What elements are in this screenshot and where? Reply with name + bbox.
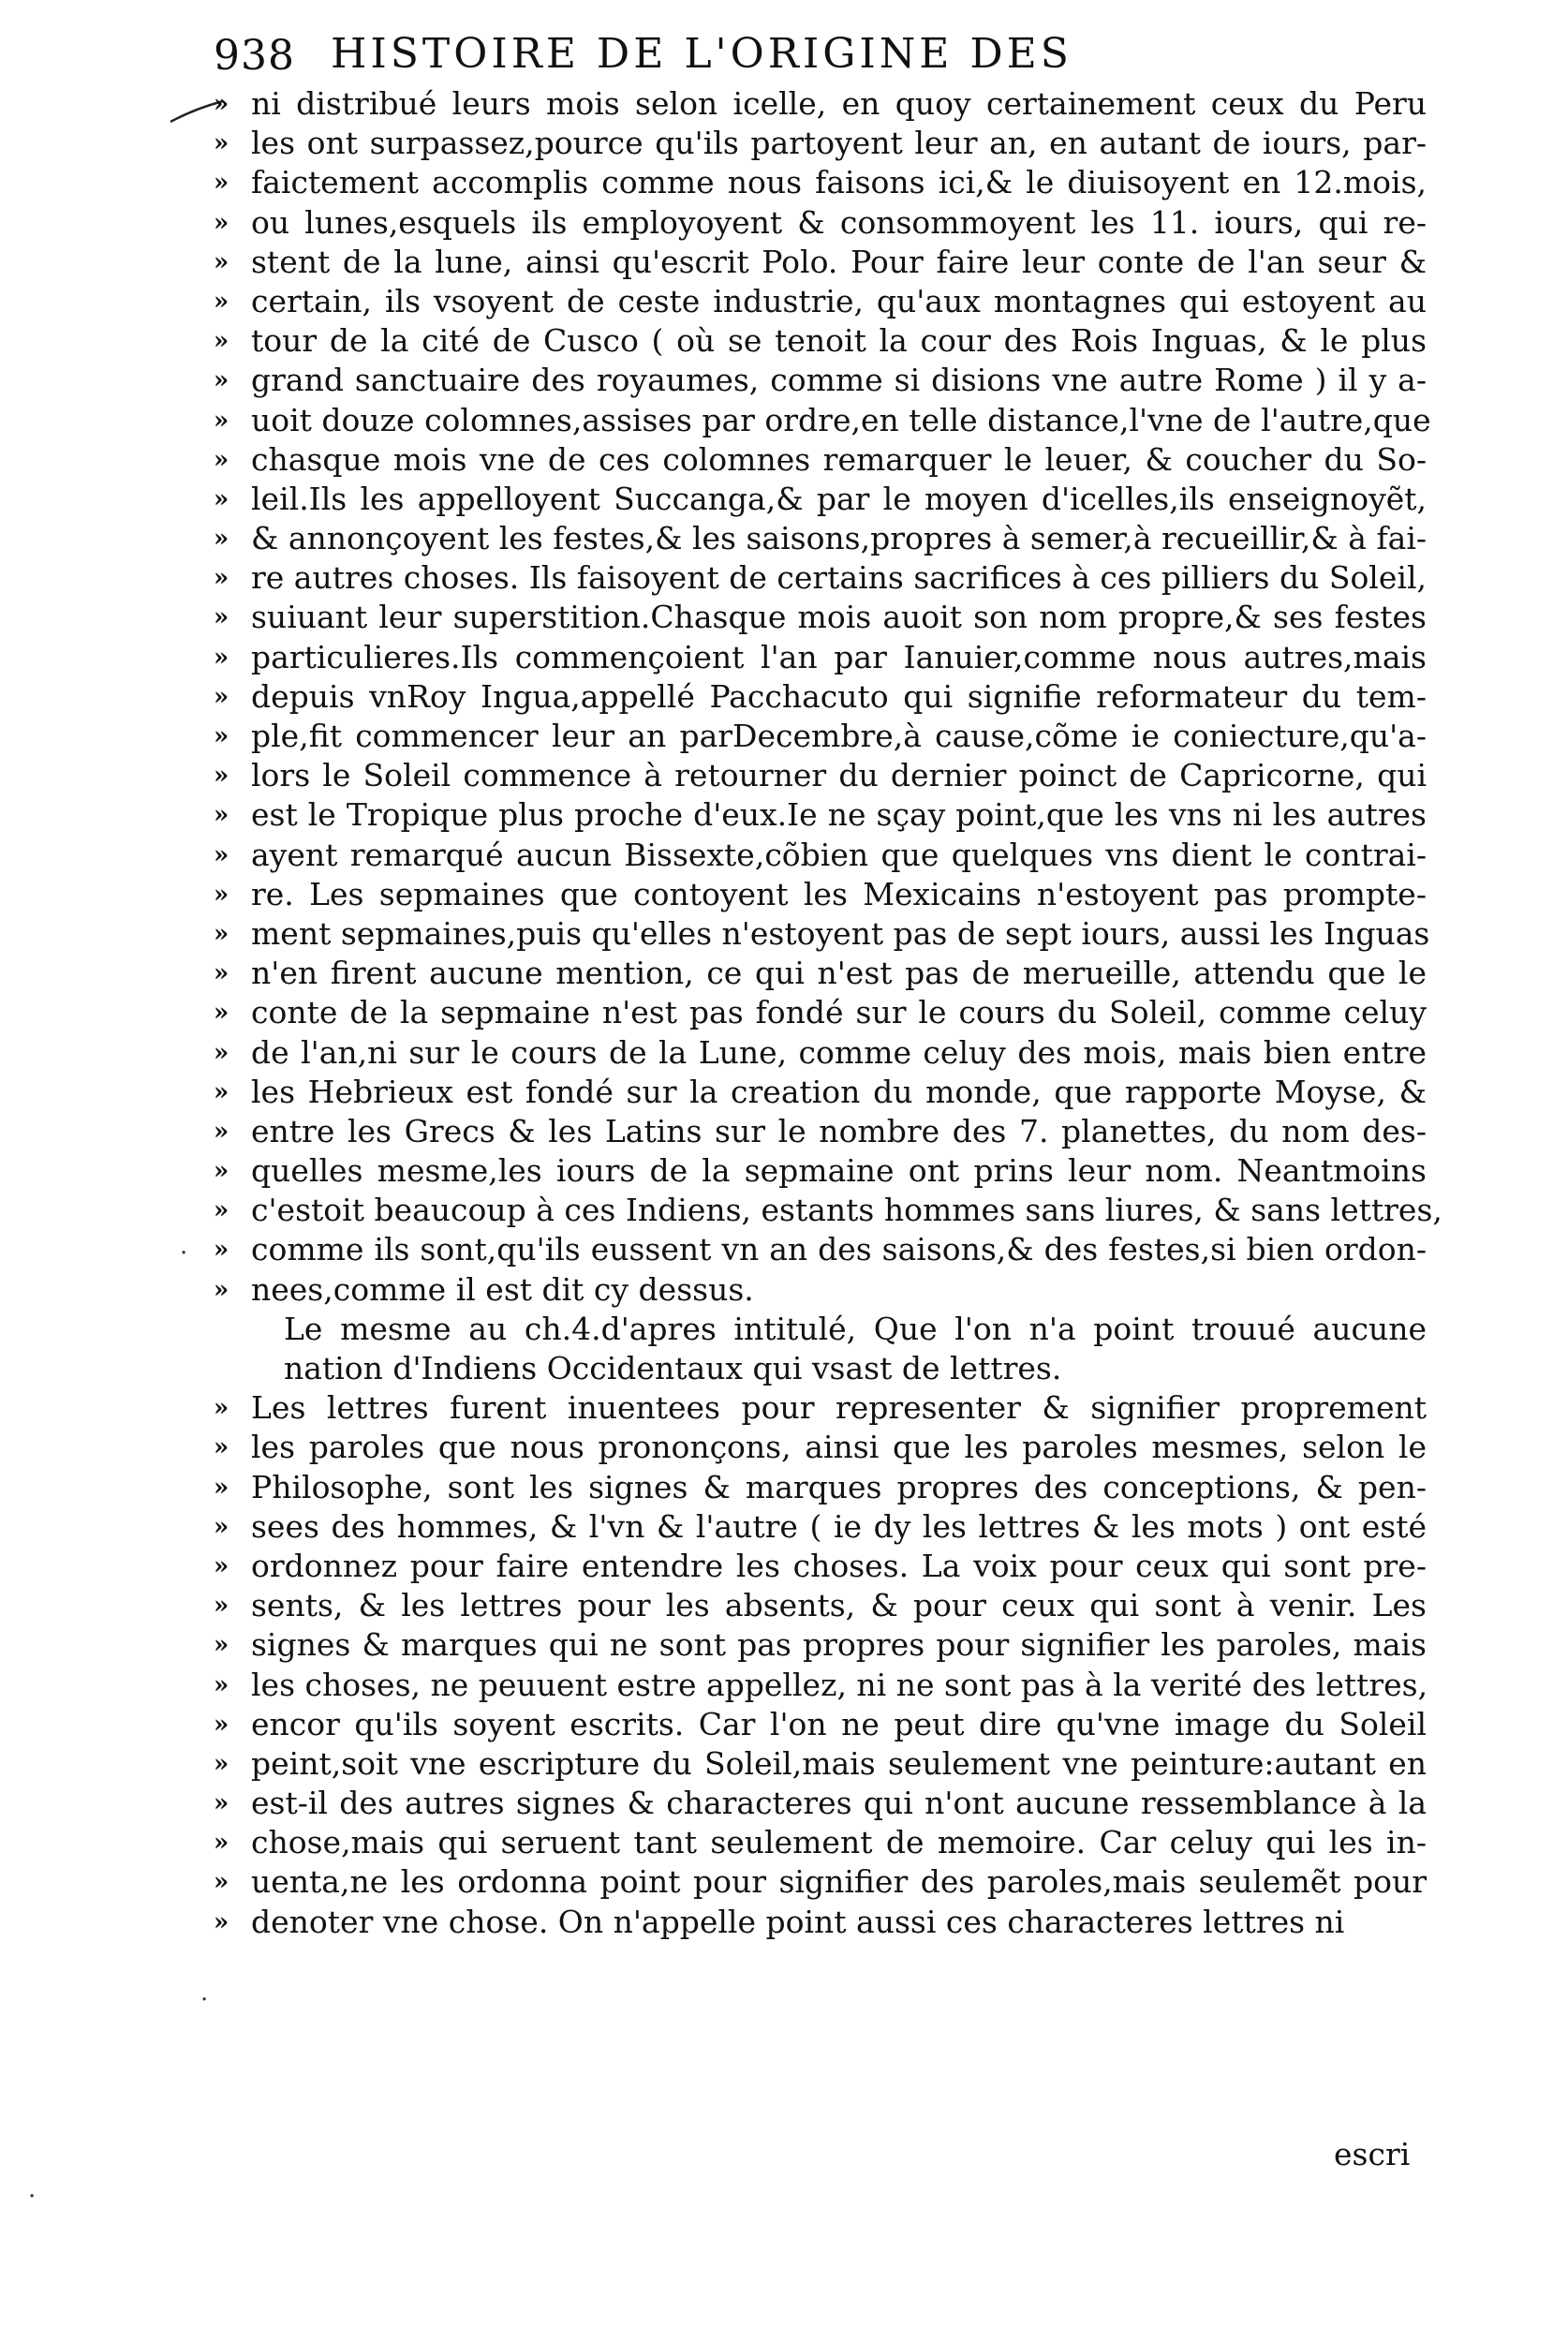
line-text: sents, & les lettres pour les absents, & pour ceux qui sont à venir. Les	[251, 1587, 1427, 1624]
line-text: est-il des autres signes & characteres qui n'ont aucune ressemblance à la	[251, 1785, 1427, 1822]
quotation-mark: »	[214, 208, 229, 237]
quotation-mark: »	[214, 1038, 229, 1067]
text-line	[214, 638, 1431, 677]
line-text: est le Tropique plus proche d'eux.Ie ne sçay point,que les vns ni les autres	[251, 796, 1427, 834]
text-line	[214, 1428, 1431, 1467]
quotation-mark: »	[214, 1157, 229, 1186]
text-line	[214, 401, 1431, 440]
line-text: c'estoit beaucoup à ces Indiens, estants hommes sans liures, & sans lettres,	[251, 1192, 1442, 1229]
line-text: certain, ils vsoyent de ceste industrie, qu'aux montagnes qui estoyent au	[251, 282, 1427, 319]
quotation-mark: »	[214, 1236, 229, 1265]
line-text: particulieres.Ils commençoient l'an par Ianuier,comme nous autres,mais	[251, 638, 1427, 675]
quotation-mark: »	[214, 999, 229, 1028]
line-text: ment sepmaines,puis qu'elles n'estoyent pas de sept iours, aussi les Inguas	[251, 914, 1430, 952]
text-line	[214, 1349, 1431, 1388]
quotation-mark: »	[214, 722, 229, 750]
text-line	[214, 558, 1431, 598]
line-text: les Hebrieux est fondé sur la creation du monde, que rapporte Moyse, &	[251, 1073, 1427, 1110]
quotation-mark: »	[214, 1829, 229, 1858]
line-text: stent de la lune, ainsi qu'escrit Polo. Pour faire leur conte de l'an seur &	[251, 243, 1427, 280]
quotation-mark: »	[214, 1710, 229, 1739]
line-text: uenta,ne les ordonna point pour signifier des paroles,mais seulemẽt pour	[251, 1863, 1427, 1901]
text-line	[214, 282, 1431, 321]
quotation-mark: »	[214, 603, 229, 632]
text-line	[214, 836, 1431, 875]
line-text: chose,mais qui seruent tant seulement de memoire. Car celuy qui les in-	[251, 1824, 1427, 1861]
line-text: & annonçoyent les festes,& les saisons,propres à semer,à recueillir,& à fai-	[251, 520, 1427, 557]
quotation-mark: »	[214, 1749, 229, 1778]
text-line	[214, 756, 1431, 795]
text-line	[214, 361, 1431, 400]
line-text: denoter vne chose. On n'appelle point aussi ces characteres lettres ni	[251, 1903, 1345, 1940]
quotation-mark: »	[214, 129, 229, 158]
line-text: Les lettres furent inuentees pour representer & signifier proprement	[251, 1389, 1427, 1427]
quotation-mark: »	[214, 1394, 229, 1423]
quotation-mark: »	[214, 1670, 229, 1699]
text-line	[214, 440, 1431, 480]
text-line	[214, 993, 1431, 1032]
quotation-mark: »	[214, 1196, 229, 1225]
line-text: quelles mesme,les iours de la sepmaine ont prins leur nom. Neantmoins	[251, 1152, 1427, 1190]
quotation-mark: »	[214, 762, 229, 791]
text-line	[214, 1468, 1431, 1507]
line-text: ni distribué leurs mois selon icelle, en quoy certainement ceux du Peru	[251, 85, 1427, 122]
line-text: re autres choses. Ils faisoyent de certains sacrifices à ces pilliers du Soleil,	[251, 559, 1427, 597]
line-text: tour de la cité de Cusco ( où se tenoit la cour des Rois Inguas, & le plus	[251, 322, 1427, 360]
text-line	[214, 480, 1431, 519]
text-line	[214, 1507, 1431, 1547]
line-text: entre les Grecs & les Latins sur le nombre des 7. planettes, du nom des-	[251, 1112, 1427, 1149]
quotation-mark: »	[214, 169, 229, 198]
line-text: Philosophe, sont les signes & marques propres des conceptions, & pen-	[251, 1468, 1427, 1505]
text-line	[214, 519, 1431, 558]
margin-tick: ·	[28, 2183, 37, 2211]
line-text: sees des hommes, & l'vn & l'autre ( ie dy les lettres & les mots ) ont esté	[251, 1507, 1427, 1545]
text-line	[214, 1862, 1431, 1902]
line-text: depuis vnRoy Ingua,appellé Pacchacuto qui signifie reformateur du tem-	[251, 677, 1427, 715]
text-line	[214, 598, 1431, 637]
text-line	[214, 1388, 1431, 1428]
text-line	[214, 321, 1431, 361]
text-line	[214, 1666, 1431, 1705]
line-text: ou lunes,esquels ils employoyent & consommoyent les 11. iours, qui re-	[251, 203, 1427, 241]
line-text: comme ils sont,qu'ils eussent vn an des saisons,& des festes,si bien ordon-	[251, 1231, 1427, 1268]
line-text: grand sanctuaire des royaumes, comme si disions vne autre Rome ) il y a-	[251, 362, 1427, 399]
text-line	[214, 1191, 1442, 1230]
line-text: suiuant leur superstition.Chasque mois auoit son nom propre,& ses festes	[251, 599, 1427, 636]
quotation-mark: »	[214, 1789, 229, 1818]
text-line	[214, 717, 1431, 756]
line-text: les choses, ne peuuent estre appellez, ni ne sont pas à la verité des lettres,	[251, 1666, 1428, 1703]
quotation-mark: »	[214, 682, 229, 711]
quotation-mark: »	[214, 1868, 229, 1897]
quotation-mark: »	[214, 525, 229, 554]
margin-tick: ·	[180, 1239, 188, 1267]
line-text: re. Les sepmaines que contoyent les Mexicains n'estoyent pas prompte-	[251, 875, 1427, 912]
text-line	[214, 677, 1431, 717]
text-line	[214, 1310, 1431, 1349]
quotation-mark: »	[214, 90, 229, 118]
page-header	[214, 26, 1263, 82]
text-line	[214, 1547, 1431, 1586]
line-text: nees,comme il est dit cy dessus.	[251, 1270, 754, 1308]
quotation-mark: »	[214, 1433, 229, 1462]
quotation-mark: »	[214, 406, 229, 435]
text-line	[214, 124, 1431, 163]
quotation-mark: »	[214, 643, 229, 672]
line-text: peint,soit vne escripture du Soleil,mais seulement vne peinture:autant en	[251, 1744, 1427, 1782]
catchword: escri	[1334, 2136, 1411, 2172]
quotation-mark: »	[214, 327, 229, 356]
line-text: faictement accomplis comme nous faisons ici,& le diuisoyent en 12.mois,	[251, 164, 1427, 201]
line-text: signes & marques qui ne sont pas propres pour signifier les paroles, mais	[251, 1626, 1427, 1664]
line-text: encor qu'ils soyent escrits. Car l'on ne peut dire qu'vne image du Soleil	[251, 1705, 1427, 1742]
text-line	[214, 1705, 1431, 1744]
quotation-mark: »	[214, 1275, 229, 1304]
quotation-mark: »	[214, 919, 229, 948]
text-line	[214, 1903, 1431, 1942]
line-text: de l'an,ni sur le cours de la Lune, comme celuy des mois, mais bien entre	[251, 1033, 1427, 1071]
text-line	[214, 243, 1431, 282]
text-line	[214, 954, 1431, 993]
text-line	[214, 1586, 1431, 1625]
text-line	[214, 1270, 1431, 1310]
line-text: conte de la sepmaine n'est pas fondé sur le cours du Soleil, comme celuy	[251, 994, 1427, 1031]
quotation-mark: »	[214, 1473, 229, 1502]
text-line	[214, 1033, 1431, 1073]
text-line	[214, 1823, 1431, 1862]
line-text: Le mesme au ch.4.d'apres intitulé, Que l'on n'a point trouué aucune	[284, 1310, 1427, 1347]
line-text: les paroles que nous prononçons, ainsi que les paroles mesmes, selon le	[251, 1429, 1427, 1466]
line-text: leil.Ils les appelloyent Succanga,& par le moyen d'icelles,ils enseignoyẽt,	[251, 480, 1427, 517]
text-line	[214, 795, 1431, 835]
line-text: ple,fit commencer leur an parDecembre,à cause,cõme ie coniecture,qu'a-	[251, 718, 1427, 754]
line-text: n'en firent aucune mention, ce qui n'est pas de merueille, attendu que le	[251, 955, 1427, 992]
quotation-mark: »	[214, 880, 229, 909]
text-line	[214, 875, 1431, 914]
margin-tick: ·	[200, 1986, 209, 2014]
page-number: 938	[214, 32, 295, 80]
line-text: ayent remarqué aucun Bissexte,cõbien que quelques vns dient le contrai-	[251, 836, 1427, 873]
text-line	[214, 1112, 1431, 1151]
quotation-mark: »	[214, 959, 229, 988]
quotation-mark: »	[214, 1077, 229, 1106]
quotation-mark: »	[214, 1117, 229, 1146]
text-line	[214, 203, 1431, 243]
quotation-mark: »	[214, 1907, 229, 1936]
running-head: HISTOIRE DE L'ORIGINE DES	[331, 30, 1072, 78]
text-line	[214, 1625, 1431, 1665]
quotation-mark: »	[214, 840, 229, 869]
quotation-mark: »	[214, 366, 229, 395]
quotation-mark: »	[214, 1512, 229, 1541]
text-line	[214, 1230, 1431, 1269]
quotation-mark: »	[214, 1592, 229, 1621]
text-line	[214, 1744, 1431, 1784]
text-line	[214, 1073, 1431, 1112]
quotation-mark: »	[214, 564, 229, 593]
line-text: ordonnez pour faire entendre les choses. La voix pour ceux qui sont pre-	[251, 1547, 1427, 1584]
line-text: uoit douze colomnes,assises par ordre,en telle distance,l'vne de l'autre,que	[251, 401, 1431, 438]
quotation-mark: »	[214, 801, 229, 830]
text-line	[214, 163, 1431, 202]
text-line	[214, 1151, 1431, 1191]
text-line	[214, 84, 1431, 124]
quotation-mark: »	[214, 1631, 229, 1660]
quotation-mark: »	[214, 247, 229, 276]
quotation-mark: »	[214, 287, 229, 316]
line-text: lors le Soleil commence à retourner du dernier poinct de Capricorne, qui	[251, 757, 1427, 794]
line-text: chasque mois vne de ces colomnes remarquer le leuer, & coucher du So-	[251, 440, 1427, 478]
line-text: nation d'Indiens Occidentaux qui vsast de lettres.	[284, 1350, 1062, 1386]
text-line	[214, 1784, 1431, 1823]
line-text: les ont surpassez,pource qu'ils partoyent leur an, en autant de iours, par-	[251, 125, 1427, 162]
quotation-mark: »	[214, 445, 229, 474]
quotation-mark: »	[214, 484, 229, 513]
quotation-mark: »	[214, 1551, 229, 1580]
body-text	[214, 84, 1442, 1942]
text-line	[214, 914, 1431, 954]
